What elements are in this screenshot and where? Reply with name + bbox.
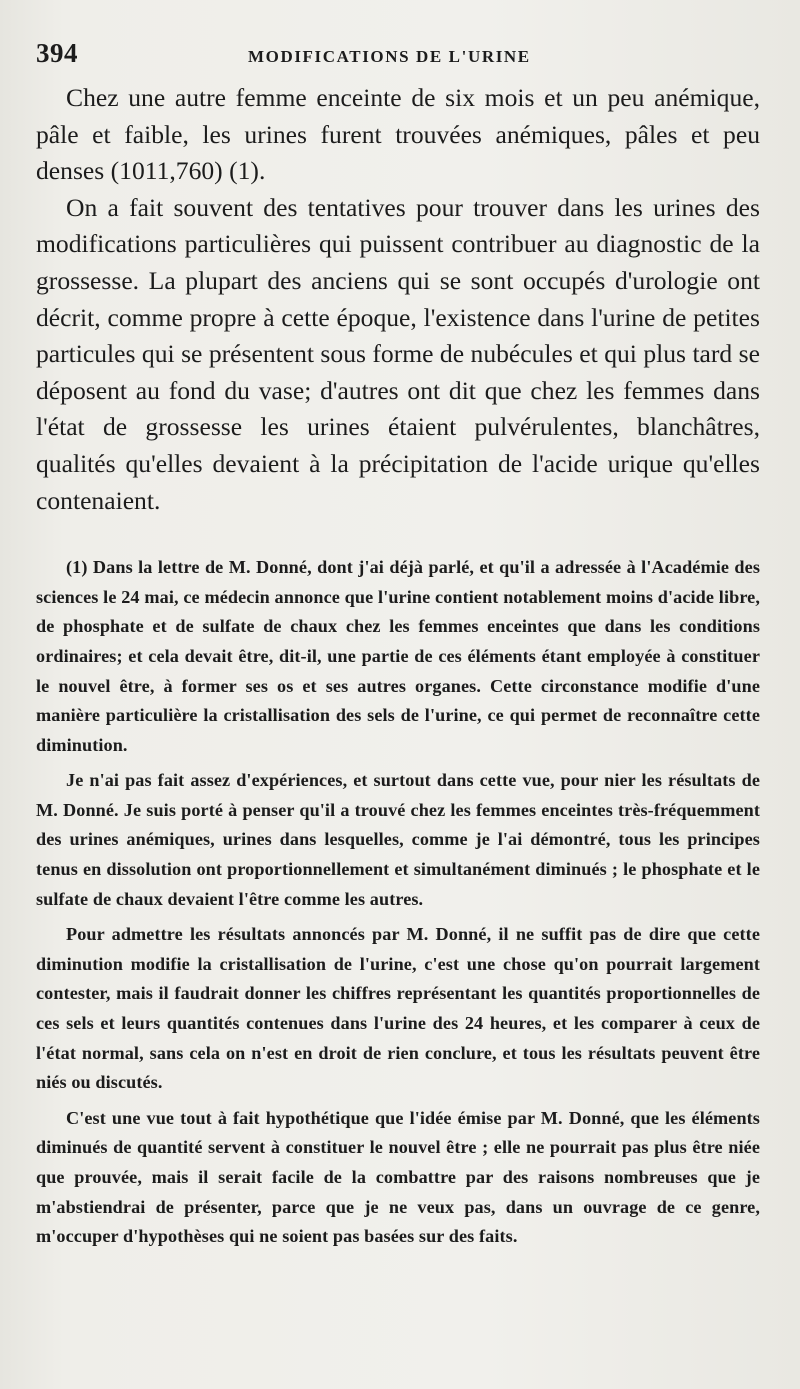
running-title: MODIFICATIONS DE L'URINE (248, 47, 531, 66)
body-paragraph: On a fait souvent des tentatives pour trouver dans les urines des modifications particulières qui puissent contribuer au diagnostic de la grossesse. La plupart des anciens qui se sont occupés d'urologie ont décrit, comme propre à cette époque, l'existence dans l'urine de petites particules qui se présentent sous forme de nubécules et qui plus tard se déposent au fond du vase; d'autres ont dit que chez les femmes dans l'état de grossesse les urines étaient pulvérulentes, blanchâtres, qualités qu'elles devaient à la précipitation de l'acide urique qu'elles contenaient. (36, 192, 760, 515)
footnote-paragraph: C'est une vue tout à fait hypothétique que l'idée émise par M. Donné, que les éléments diminués de quantité servent à constituer le nouvel être ; elle ne pourrait pas plus être niée que prouvée, mais il serait facile de la combattre par des raisons nombreuses que je m'abstiendrai de présenter, parce que je ne veux pas, dans un ouvrage de ce genre, m'occuper d'hypothèses qui ne soient pas basées sur des faits. (36, 1107, 760, 1247)
footnote-paragraph (36, 553, 760, 760)
footnote-text: Dans la lettre de M. Donné, dont j'ai déjà parlé, et qu'il a adressée à l'Académie des sciences le 24 mai, ce médecin annonce que l'urine contient notablement moins d'acide libre, de phosphate et de sulfate de chaux chez les femmes enceintes que dans les conditions ordinaires; et cela devait être, dit-il, une partie de ces éléments étant employée à constituer le nouvel être, à former ses os et ses autres organes. Cette circonstance modifie d'une manière particulière la cristallisation des sels de l'urine, ce qui permet de reconnaître cette diminution. (36, 557, 760, 755)
page-header (36, 38, 760, 80)
footnotes (36, 553, 760, 1252)
footnote-paragraph: Je n'ai pas fait assez d'expériences, et surtout dans cette vue, pour nier les résultats de M. Donné. Je suis porté à penser qu'il a trouvé chez les femmes enceintes très-fréquemment des urines anémiques, urines dans lesquelles, comme je l'ai démontré, tous les principes tenus en dissolution ont proportionnellement et simultanément diminués ; le phosphate et le sulfate de chaux devaient l'être comme les autres. (36, 770, 760, 909)
page-number: 394 (36, 38, 78, 68)
main-text (36, 80, 760, 519)
footnote-separator (36, 519, 760, 553)
footnote-marker: (1) (66, 557, 88, 578)
footnote-paragraph: Pour admettre les résultats annoncés par M. Donné, il ne suffit pas de dire que cette diminution modifie la cristallisation de l'urine, c'est une chose qu'on pourrait largement contester, mais il faudrait donner les chiffres représentant les quantités proportionnelles de ces sels et leurs quantités contenues dans l'urine des 24 heures, et les comparer à ceux de l'état normal, sans cela on n'est en droit de rien conclure, et tous les résultats peuvent être niés ou discutés. (36, 924, 760, 1093)
body-paragraph: Chez une autre femme enceinte de six mois et un peu anémique, pâle et faible, les urines furent trouvées anémiques, pâles et peu denses (1011,760) (1). (36, 83, 760, 186)
